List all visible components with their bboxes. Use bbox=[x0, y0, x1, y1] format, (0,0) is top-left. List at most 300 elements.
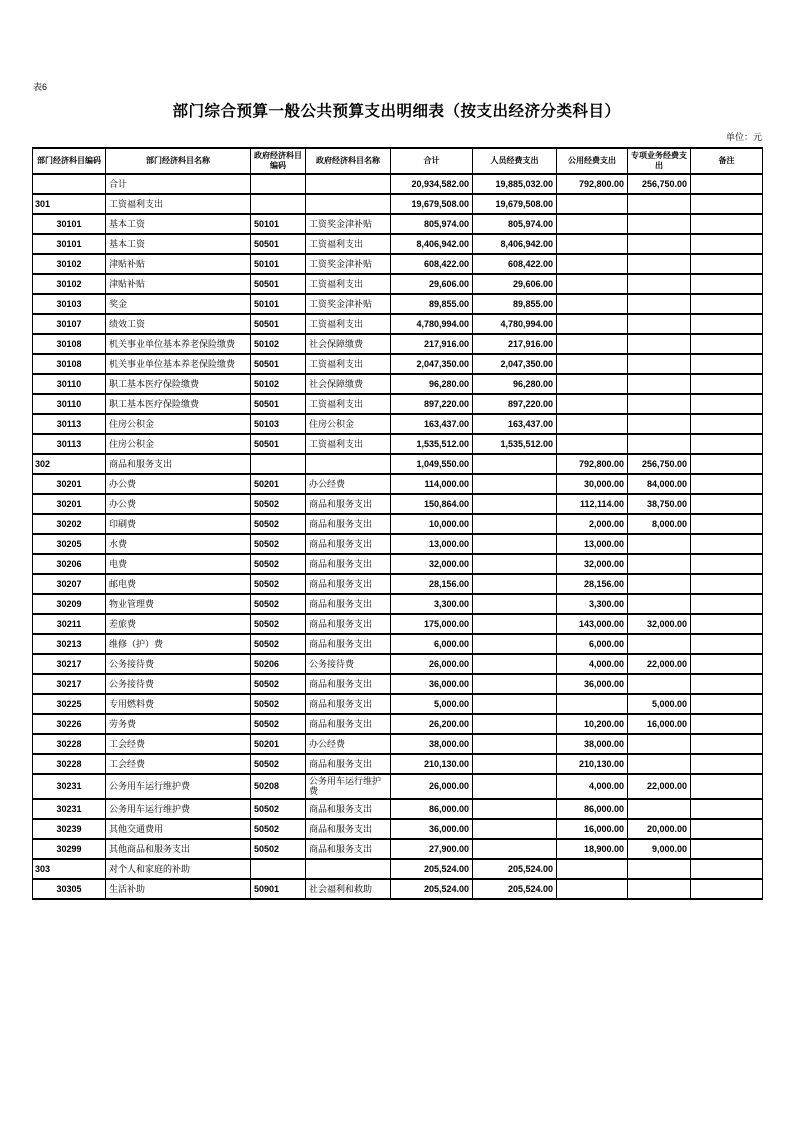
cell-remark bbox=[691, 614, 763, 634]
cell-personnel: 2,047,350.00 bbox=[473, 354, 557, 374]
cell-dept-code: 30202 bbox=[33, 514, 106, 534]
cell-total: 163,437.00 bbox=[391, 414, 473, 434]
cell-total: 89,855.00 bbox=[391, 294, 473, 314]
cell-remark bbox=[691, 434, 763, 454]
cell-dept-name: 机关事业单位基本养老保险缴费 bbox=[106, 354, 251, 374]
cell-dept-name: 公务用车运行维护费 bbox=[106, 799, 251, 819]
cell-dept-code: 30226 bbox=[33, 714, 106, 734]
cell-total: 205,524.00 bbox=[391, 879, 473, 899]
cell-dept-code: 30110 bbox=[33, 374, 106, 394]
cell-special bbox=[628, 414, 691, 434]
cell-gov-code: 50101 bbox=[251, 254, 306, 274]
table-row bbox=[33, 454, 763, 474]
cell-dept-code: 30305 bbox=[33, 879, 106, 899]
cell-public-funds bbox=[557, 694, 628, 714]
cell-remark bbox=[691, 574, 763, 594]
cell-dept-code: 30231 bbox=[33, 799, 106, 819]
table-row bbox=[33, 859, 763, 879]
cell-total: 150,864.00 bbox=[391, 494, 473, 514]
cell-gov-code: 50501 bbox=[251, 434, 306, 454]
cell-special bbox=[628, 274, 691, 294]
table-row bbox=[33, 194, 763, 214]
cell-gov-name: 公务接待费 bbox=[306, 654, 391, 674]
cell-dept-code: 30299 bbox=[33, 839, 106, 859]
cell-remark bbox=[691, 514, 763, 534]
cell-gov-code: 50502 bbox=[251, 494, 306, 514]
table-row bbox=[33, 879, 763, 899]
cell-special: 8,000.00 bbox=[628, 514, 691, 534]
cell-remark bbox=[691, 714, 763, 734]
cell-gov-name: 商品和服务支出 bbox=[306, 534, 391, 554]
table-body bbox=[33, 174, 763, 899]
cell-gov-code: 50101 bbox=[251, 294, 306, 314]
cell-gov-name: 商品和服务支出 bbox=[306, 674, 391, 694]
cell-remark bbox=[691, 774, 763, 799]
cell-public-funds bbox=[557, 194, 628, 214]
cell-personnel bbox=[473, 799, 557, 819]
cell-public-funds: 18,900.00 bbox=[557, 839, 628, 859]
cell-dept-name: 办公费 bbox=[106, 474, 251, 494]
cell-dept-name: 公务接待费 bbox=[106, 674, 251, 694]
cell-dept-name: 津贴补贴 bbox=[106, 254, 251, 274]
table-row bbox=[33, 174, 763, 194]
cell-dept-code: 30201 bbox=[33, 494, 106, 514]
table-row bbox=[33, 274, 763, 294]
cell-gov-code: 50502 bbox=[251, 634, 306, 654]
cell-personnel: 897,220.00 bbox=[473, 394, 557, 414]
cell-special bbox=[628, 534, 691, 554]
cell-dept-name: 电费 bbox=[106, 554, 251, 574]
col-header-dept-code: 部门经济科目编码 bbox=[33, 148, 106, 174]
cell-special: 22,000.00 bbox=[628, 654, 691, 674]
cell-special bbox=[628, 314, 691, 334]
cell-personnel: 19,885,032.00 bbox=[473, 174, 557, 194]
cell-total: 175,000.00 bbox=[391, 614, 473, 634]
table-row bbox=[33, 839, 763, 859]
cell-special bbox=[628, 374, 691, 394]
cell-dept-name: 公务用车运行维护费 bbox=[106, 774, 251, 799]
cell-public-funds: 143,000.00 bbox=[557, 614, 628, 634]
cell-dept-code: 302 bbox=[33, 454, 106, 474]
cell-remark bbox=[691, 474, 763, 494]
cell-special bbox=[628, 799, 691, 819]
cell-special: 256,750.00 bbox=[628, 454, 691, 474]
cell-personnel bbox=[473, 674, 557, 694]
cell-dept-name: 办公费 bbox=[106, 494, 251, 514]
cell-personnel: 19,679,508.00 bbox=[473, 194, 557, 214]
cell-personnel bbox=[473, 819, 557, 839]
cell-special bbox=[628, 394, 691, 414]
cell-public-funds: 86,000.00 bbox=[557, 799, 628, 819]
cell-personnel bbox=[473, 734, 557, 754]
cell-public-funds: 13,000.00 bbox=[557, 534, 628, 554]
cell-special: 256,750.00 bbox=[628, 174, 691, 194]
cell-gov-name: 商品和服务支出 bbox=[306, 574, 391, 594]
cell-dept-name: 机关事业单位基本养老保险缴费 bbox=[106, 334, 251, 354]
cell-personnel: 89,855.00 bbox=[473, 294, 557, 314]
cell-total: 8,406,942.00 bbox=[391, 234, 473, 254]
cell-public-funds bbox=[557, 394, 628, 414]
cell-personnel: 205,524.00 bbox=[473, 879, 557, 899]
cell-total: 114,000.00 bbox=[391, 474, 473, 494]
cell-dept-name: 差旅费 bbox=[106, 614, 251, 634]
cell-gov-name: 商品和服务支出 bbox=[306, 754, 391, 774]
unit-label: 单位：元 bbox=[725, 132, 762, 142]
cell-special: 38,750.00 bbox=[628, 494, 691, 514]
cell-dept-code: 30102 bbox=[33, 274, 106, 294]
cell-dept-name: 劳务费 bbox=[106, 714, 251, 734]
cell-gov-code: 50502 bbox=[251, 819, 306, 839]
cell-total: 2,047,350.00 bbox=[391, 354, 473, 374]
cell-public-funds: 28,156.00 bbox=[557, 574, 628, 594]
cell-gov-code: 50102 bbox=[251, 334, 306, 354]
cell-gov-code bbox=[251, 454, 306, 474]
cell-gov-code: 50501 bbox=[251, 314, 306, 334]
cell-public-funds bbox=[557, 274, 628, 294]
cell-special bbox=[628, 214, 691, 234]
cell-personnel bbox=[473, 654, 557, 674]
col-header-personnel: 人员经费支出 bbox=[473, 148, 557, 174]
cell-special bbox=[628, 294, 691, 314]
cell-dept-code: 30225 bbox=[33, 694, 106, 714]
cell-gov-name: 商品和服务支出 bbox=[306, 494, 391, 514]
cell-gov-code: 50502 bbox=[251, 554, 306, 574]
cell-gov-name bbox=[306, 174, 391, 194]
cell-remark bbox=[691, 694, 763, 714]
cell-remark bbox=[691, 334, 763, 354]
cell-public-funds bbox=[557, 414, 628, 434]
cell-personnel: 205,524.00 bbox=[473, 859, 557, 879]
cell-gov-code: 50502 bbox=[251, 839, 306, 859]
cell-special bbox=[628, 434, 691, 454]
cell-gov-code: 50901 bbox=[251, 879, 306, 899]
cell-personnel bbox=[473, 754, 557, 774]
cell-dept-code: 30206 bbox=[33, 554, 106, 574]
col-header-dept-name: 部门经济科目名称 bbox=[106, 148, 251, 174]
cell-gov-name: 商品和服务支出 bbox=[306, 694, 391, 714]
cell-gov-name: 工资奖金津补贴 bbox=[306, 294, 391, 314]
cell-dept-code: 30239 bbox=[33, 819, 106, 839]
cell-personnel: 29,606.00 bbox=[473, 274, 557, 294]
cell-dept-name: 绩效工资 bbox=[106, 314, 251, 334]
table-header bbox=[33, 148, 763, 174]
cell-gov-name: 工资福利支出 bbox=[306, 234, 391, 254]
cell-remark bbox=[691, 734, 763, 754]
cell-personnel bbox=[473, 514, 557, 534]
table-row bbox=[33, 214, 763, 234]
cell-public-funds bbox=[557, 254, 628, 274]
cell-total: 3,300.00 bbox=[391, 594, 473, 614]
cell-gov-code: 50101 bbox=[251, 214, 306, 234]
table-row bbox=[33, 694, 763, 714]
cell-personnel: 1,535,512.00 bbox=[473, 434, 557, 454]
cell-gov-name: 商品和服务支出 bbox=[306, 819, 391, 839]
cell-personnel bbox=[473, 554, 557, 574]
cell-special bbox=[628, 734, 691, 754]
table-row bbox=[33, 674, 763, 694]
cell-remark bbox=[691, 859, 763, 879]
cell-public-funds: 30,000.00 bbox=[557, 474, 628, 494]
cell-dept-code: 30205 bbox=[33, 534, 106, 554]
cell-gov-name: 商品和服务支出 bbox=[306, 839, 391, 859]
cell-public-funds: 6,000.00 bbox=[557, 634, 628, 654]
cell-personnel: 217,916.00 bbox=[473, 334, 557, 354]
cell-dept-code: 30101 bbox=[33, 214, 106, 234]
table-row bbox=[33, 294, 763, 314]
cell-remark bbox=[691, 819, 763, 839]
cell-gov-name bbox=[306, 454, 391, 474]
cell-gov-code: 50103 bbox=[251, 414, 306, 434]
cell-special bbox=[628, 634, 691, 654]
cell-public-funds bbox=[557, 234, 628, 254]
cell-public-funds: 4,000.00 bbox=[557, 774, 628, 799]
cell-public-funds bbox=[557, 314, 628, 334]
header-row bbox=[33, 148, 763, 174]
table-row bbox=[33, 614, 763, 634]
cell-public-funds: 3,300.00 bbox=[557, 594, 628, 614]
table-row bbox=[33, 714, 763, 734]
cell-gov-code: 50502 bbox=[251, 534, 306, 554]
cell-remark bbox=[691, 554, 763, 574]
cell-gov-name: 社会保障缴费 bbox=[306, 374, 391, 394]
cell-remark bbox=[691, 314, 763, 334]
cell-dept-code bbox=[33, 174, 106, 194]
table-row bbox=[33, 434, 763, 454]
cell-personnel: 4,780,994.00 bbox=[473, 314, 557, 334]
cell-dept-code: 30207 bbox=[33, 574, 106, 594]
cell-total: 4,780,994.00 bbox=[391, 314, 473, 334]
cell-special bbox=[628, 354, 691, 374]
cell-total: 20,934,582.00 bbox=[391, 174, 473, 194]
budget-table bbox=[32, 147, 763, 900]
cell-remark bbox=[691, 294, 763, 314]
table-row bbox=[33, 654, 763, 674]
cell-personnel: 163,437.00 bbox=[473, 414, 557, 434]
cell-dept-code: 30110 bbox=[33, 394, 106, 414]
cell-special bbox=[628, 574, 691, 594]
cell-remark bbox=[691, 454, 763, 474]
cell-special bbox=[628, 754, 691, 774]
cell-dept-code: 30217 bbox=[33, 654, 106, 674]
cell-dept-name: 印刷费 bbox=[106, 514, 251, 534]
cell-gov-code: 50501 bbox=[251, 354, 306, 374]
cell-personnel bbox=[473, 839, 557, 859]
cell-personnel bbox=[473, 694, 557, 714]
table-row bbox=[33, 354, 763, 374]
cell-special: 9,000.00 bbox=[628, 839, 691, 859]
cell-total: 210,130.00 bbox=[391, 754, 473, 774]
cell-gov-name: 工资福利支出 bbox=[306, 274, 391, 294]
cell-public-funds: 2,000.00 bbox=[557, 514, 628, 534]
col-header-remark: 备注 bbox=[691, 148, 763, 174]
cell-gov-name: 住房公积金 bbox=[306, 414, 391, 434]
cell-public-funds: 112,114.00 bbox=[557, 494, 628, 514]
cell-special bbox=[628, 194, 691, 214]
cell-special bbox=[628, 674, 691, 694]
cell-dept-code: 30113 bbox=[33, 434, 106, 454]
cell-special: 20,000.00 bbox=[628, 819, 691, 839]
cell-remark bbox=[691, 534, 763, 554]
cell-dept-code: 301 bbox=[33, 194, 106, 214]
page-title: 部门综合预算一般公共预算支出明细表（按支出经济分类科目） bbox=[172, 103, 621, 120]
cell-gov-code: 50102 bbox=[251, 374, 306, 394]
cell-gov-code: 50502 bbox=[251, 754, 306, 774]
cell-dept-code: 30102 bbox=[33, 254, 106, 274]
cell-dept-name: 其他商品和服务支出 bbox=[106, 839, 251, 859]
cell-gov-name: 办公经费 bbox=[306, 734, 391, 754]
cell-dept-name: 住房公积金 bbox=[106, 414, 251, 434]
cell-gov-name: 工资福利支出 bbox=[306, 354, 391, 374]
cell-remark bbox=[691, 354, 763, 374]
cell-gov-code: 50502 bbox=[251, 799, 306, 819]
cell-personnel bbox=[473, 574, 557, 594]
cell-dept-name: 维修（护）费 bbox=[106, 634, 251, 654]
cell-total: 26,200.00 bbox=[391, 714, 473, 734]
cell-gov-name bbox=[306, 194, 391, 214]
cell-personnel bbox=[473, 774, 557, 799]
cell-dept-name: 工会经费 bbox=[106, 754, 251, 774]
cell-special bbox=[628, 594, 691, 614]
cell-dept-name: 其他交通费用 bbox=[106, 819, 251, 839]
cell-dept-name: 对个人和家庭的补助 bbox=[106, 859, 251, 879]
cell-total: 32,000.00 bbox=[391, 554, 473, 574]
cell-dept-code: 30228 bbox=[33, 754, 106, 774]
cell-dept-name: 住房公积金 bbox=[106, 434, 251, 454]
cell-gov-name: 社会保障缴费 bbox=[306, 334, 391, 354]
cell-dept-name: 公务接待费 bbox=[106, 654, 251, 674]
cell-public-funds bbox=[557, 334, 628, 354]
cell-public-funds bbox=[557, 354, 628, 374]
cell-gov-name: 工资奖金津补贴 bbox=[306, 214, 391, 234]
col-header-total: 合计 bbox=[391, 148, 473, 174]
cell-dept-name: 工会经费 bbox=[106, 734, 251, 754]
table-row bbox=[33, 334, 763, 354]
cell-total: 36,000.00 bbox=[391, 674, 473, 694]
col-header-public-funds: 公用经费支出 bbox=[557, 148, 628, 174]
cell-total: 1,535,512.00 bbox=[391, 434, 473, 454]
cell-gov-name: 商品和服务支出 bbox=[306, 634, 391, 654]
table-row bbox=[33, 254, 763, 274]
cell-personnel: 8,406,942.00 bbox=[473, 234, 557, 254]
cell-personnel: 805,974.00 bbox=[473, 214, 557, 234]
cell-gov-code: 50502 bbox=[251, 514, 306, 534]
cell-public-funds: 36,000.00 bbox=[557, 674, 628, 694]
cell-personnel bbox=[473, 454, 557, 474]
cell-public-funds: 16,000.00 bbox=[557, 819, 628, 839]
cell-special bbox=[628, 254, 691, 274]
cell-gov-name: 商品和服务支出 bbox=[306, 799, 391, 819]
cell-gov-name: 商品和服务支出 bbox=[306, 714, 391, 734]
table-tag: 表6 bbox=[33, 82, 48, 92]
cell-personnel bbox=[473, 614, 557, 634]
cell-public-funds: 792,800.00 bbox=[557, 174, 628, 194]
cell-gov-name: 社会福利和救助 bbox=[306, 879, 391, 899]
cell-dept-code: 30103 bbox=[33, 294, 106, 314]
table-row bbox=[33, 634, 763, 654]
cell-dept-name: 物业管理费 bbox=[106, 594, 251, 614]
table-row bbox=[33, 314, 763, 334]
cell-dept-name: 基本工资 bbox=[106, 214, 251, 234]
cell-gov-code: 50502 bbox=[251, 594, 306, 614]
table-row bbox=[33, 754, 763, 774]
cell-dept-name: 合计 bbox=[106, 174, 251, 194]
cell-gov-name: 公务用车运行维护费 bbox=[306, 774, 391, 799]
table-row bbox=[33, 594, 763, 614]
cell-personnel bbox=[473, 594, 557, 614]
cell-total: 217,916.00 bbox=[391, 334, 473, 354]
cell-total: 19,679,508.00 bbox=[391, 194, 473, 214]
cell-special: 84,000.00 bbox=[628, 474, 691, 494]
cell-total: 96,280.00 bbox=[391, 374, 473, 394]
cell-gov-code: 50206 bbox=[251, 654, 306, 674]
cell-remark bbox=[691, 634, 763, 654]
cell-total: 6,000.00 bbox=[391, 634, 473, 654]
cell-dept-name: 商品和服务支出 bbox=[106, 454, 251, 474]
cell-public-funds bbox=[557, 214, 628, 234]
cell-remark bbox=[691, 274, 763, 294]
cell-gov-code: 50502 bbox=[251, 714, 306, 734]
cell-gov-code: 50502 bbox=[251, 674, 306, 694]
cell-remark bbox=[691, 594, 763, 614]
cell-special bbox=[628, 234, 691, 254]
cell-remark bbox=[691, 654, 763, 674]
cell-dept-name: 奖金 bbox=[106, 294, 251, 314]
table-row bbox=[33, 234, 763, 254]
cell-public-funds bbox=[557, 879, 628, 899]
cell-remark bbox=[691, 494, 763, 514]
cell-special bbox=[628, 879, 691, 899]
cell-total: 27,900.00 bbox=[391, 839, 473, 859]
cell-gov-name: 工资福利支出 bbox=[306, 314, 391, 334]
table-row bbox=[33, 799, 763, 819]
cell-public-funds: 4,000.00 bbox=[557, 654, 628, 674]
table-row bbox=[33, 414, 763, 434]
cell-gov-code bbox=[251, 194, 306, 214]
table-row bbox=[33, 374, 763, 394]
cell-gov-name: 工资福利支出 bbox=[306, 434, 391, 454]
cell-total: 897,220.00 bbox=[391, 394, 473, 414]
cell-total: 38,000.00 bbox=[391, 734, 473, 754]
cell-gov-name: 工资奖金津补贴 bbox=[306, 254, 391, 274]
cell-total: 26,000.00 bbox=[391, 774, 473, 799]
cell-public-funds: 792,800.00 bbox=[557, 454, 628, 474]
cell-gov-code: 50502 bbox=[251, 574, 306, 594]
cell-total: 10,000.00 bbox=[391, 514, 473, 534]
cell-dept-name: 基本工资 bbox=[106, 234, 251, 254]
cell-personnel bbox=[473, 714, 557, 734]
cell-gov-code: 50501 bbox=[251, 234, 306, 254]
cell-public-funds: 10,200.00 bbox=[557, 714, 628, 734]
cell-gov-name: 商品和服务支出 bbox=[306, 614, 391, 634]
cell-gov-name: 商品和服务支出 bbox=[306, 514, 391, 534]
cell-total: 13,000.00 bbox=[391, 534, 473, 554]
col-header-special: 专项业务经费支出 bbox=[628, 148, 691, 174]
cell-remark bbox=[691, 394, 763, 414]
cell-personnel: 608,422.00 bbox=[473, 254, 557, 274]
cell-gov-code: 50201 bbox=[251, 474, 306, 494]
cell-gov-code: 50501 bbox=[251, 394, 306, 414]
cell-remark bbox=[691, 754, 763, 774]
cell-personnel bbox=[473, 534, 557, 554]
cell-public-funds bbox=[557, 859, 628, 879]
cell-dept-code: 303 bbox=[33, 859, 106, 879]
table-row bbox=[33, 474, 763, 494]
cell-dept-name: 工资福利支出 bbox=[106, 194, 251, 214]
cell-remark bbox=[691, 254, 763, 274]
cell-total: 29,606.00 bbox=[391, 274, 473, 294]
cell-gov-code: 50502 bbox=[251, 614, 306, 634]
cell-dept-code: 30209 bbox=[33, 594, 106, 614]
